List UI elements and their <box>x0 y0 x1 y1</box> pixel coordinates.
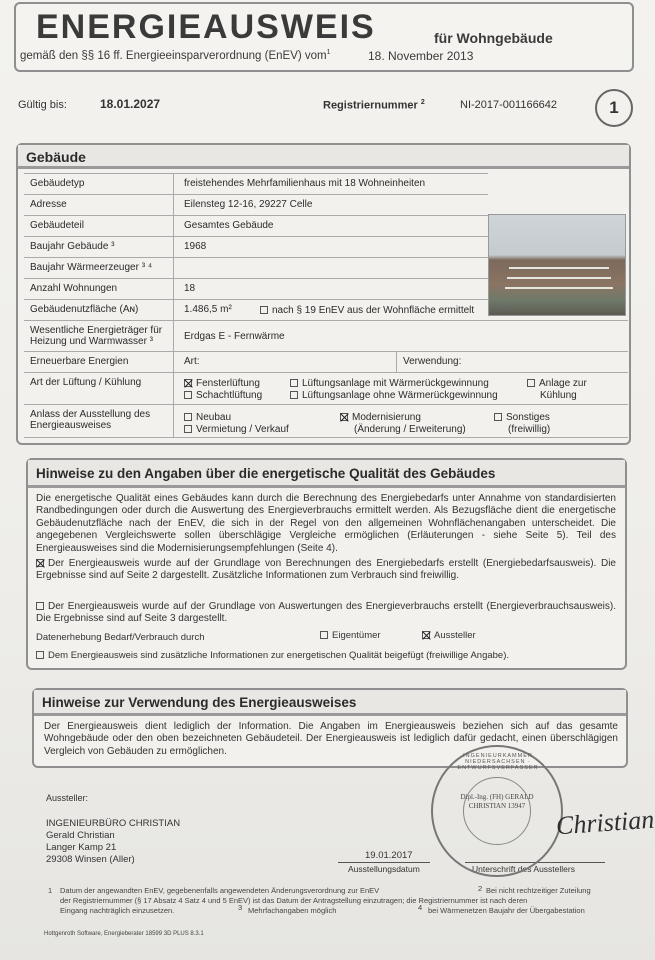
footnote-1-number: 1 <box>48 886 53 895</box>
law-date: 18. November 2013 <box>368 49 474 63</box>
erhebung-label: Datenerhebung Bedarf/Verbrauch durch <box>36 632 205 643</box>
hints-title: Hinweise zu den Angaben über die energetische Qualität des Gebäudes <box>28 460 625 488</box>
engineer-stamp <box>431 745 563 877</box>
table-row: Wesentliche Energieträger für Heizung und Warmwasser ³ Erdgas E - Fernwärme <box>24 320 628 351</box>
issuer-line-2: Gerald Christian <box>46 830 115 841</box>
checked-checkbox <box>184 379 192 387</box>
table-row: Art der Lüftung / Kühlung Fensterlüftung Schachtlüftung Lüftungsanlage mit Wärmerückgewinnung Lüftungsanlage ohne Wärmerückgewinnung Anlage zur Kühlung <box>24 372 628 404</box>
area-checkbox <box>260 306 268 314</box>
issuer-line-1: INGENIEURBÜRO CHRISTIAN <box>46 818 181 829</box>
usage-title: Hinweise zur Verwendung des Energieausweises <box>34 690 626 716</box>
page-number: 1 <box>595 89 633 127</box>
issuer-line-4: 29308 Winsen (Aller) <box>46 854 135 865</box>
date-line <box>338 862 430 863</box>
vent-option-ohne-wrg: Lüftungsanlage ohne Wärmerückgewinnung <box>290 390 498 401</box>
usage-text: Der Energieausweis dient lediglich der Information. Die Angaben im Energieausweis beziehen sich auf das gesamte Wohngebäude oder den oben bezeichneten Gebäudeteil. Der Energieausweis ist lediglich dafür gedacht, einen überschlägigen Vergleich von Gebäuden zu ermöglichen. <box>44 721 618 757</box>
vent-option-mit-wrg: Lüftungsanlage mit Wärmerückgewinnung <box>290 378 489 389</box>
building-photo <box>488 214 626 316</box>
table-row: Gebäudenutzfläche (Aɴ) 1.486,5 m² nach § 19 EnEV aus der Wohnfläche ermittelt <box>24 299 488 320</box>
checkbox <box>290 379 298 387</box>
signature-label: Unterschrift des Ausstellers <box>472 864 575 874</box>
reason-vermietung: Vermietung / Verkauf <box>184 424 289 435</box>
erhebung-eigentuemer: Eigentümer <box>320 630 381 641</box>
footnote-2-end: Eingang nachträglich einzusetzen. <box>60 906 175 915</box>
checkbox <box>184 413 192 421</box>
valid-label: Gültig bis: <box>18 99 67 111</box>
issue-date: 19.01.2017 <box>365 850 413 861</box>
table-row: Erneuerbare Energien Art: Verwendung: <box>24 351 628 372</box>
vent-option-fenster: Fensterlüftung <box>184 378 260 389</box>
table-row: Anlass der Ausstellung des Energieausweises Neubau Vermietung / Verkauf Modernisierung (Änderung / Erweiterung) Sonstiges (freiwillig) <box>24 404 628 438</box>
checkbox <box>494 413 502 421</box>
table-row: Gebäudeteil Gesamtes Gebäude <box>24 215 488 236</box>
footnote-4: bei Wärmenetzen Baujahr der Übergabestation <box>428 906 585 915</box>
building-section-title: Gebäude <box>18 145 629 169</box>
footnote-3-number: 3 <box>238 903 243 912</box>
area-option: nach § 19 EnEV aus der Wohnfläche ermittelt <box>260 305 474 316</box>
erhebung-aussteller: Aussteller <box>422 630 476 641</box>
law-reference: gemäß den §§ 16 ff. Energieeinsparverordnung (EnEV) vom$^1$ <box>20 49 331 62</box>
reg-label: Registriernummer $^2$ <box>323 99 425 112</box>
table-row: Anzahl Wohnungen 18 <box>24 278 488 299</box>
hints-option-verbrauch: Der Energieausweis wurde auf der Grundlage von Auswertungen des Energieverbrauchs erstellt (Energieverbrauchsausweis). Die Ergebnisse sind auf Seite 3 dargestellt. <box>36 601 616 625</box>
issuer-label: Aussteller: <box>46 793 89 803</box>
software-credit: Hottgenroth Software, Energieberater 18599 3D PLUS 8.3.1 <box>44 931 204 937</box>
zusatz-info: Dem Energieausweis sind zusätzliche Informationen zur energetischen Qualität beigefügt (freiwillige Angabe). <box>36 650 509 661</box>
checkbox <box>527 379 535 387</box>
checkbox <box>36 602 44 610</box>
stamp-ring-text: INGENIEURKAMMER NIEDERSACHSEN · ENTWURFSVERFASSER <box>457 753 539 771</box>
hints-intro: Die energetische Qualität eines Gebäudes kann durch die Berechnung des Energiebedarfs unter Annahme von standardisierten Randbedingungen oder durch die Auswertung des Energieverbrauchs ermittelt werden. Als Bezugsfläche dient die energetische Gebäudenutzfläche nach der EnEV, die sich in der Regel von den allgemeinen Wohnflächenangaben unterscheidet. Die angegebenen Vergleichswerte sollen überschlägige Vergleiche ermöglichen (Erläuterungen - siehe Seite 5). Teil des Energieausweises sind die Modernisierungsempfehlungen (Seite 4). <box>36 493 616 554</box>
footnote-3: Mehrfachangaben möglich <box>248 906 337 915</box>
checkbox <box>36 651 44 659</box>
table-row: Gebäudetyp freistehendes Mehrfamilienhaus mit 18 Wohneinheiten <box>24 173 488 194</box>
hints-option-bedarf: Der Energieausweis wurde auf der Grundlage von Berechnungen des Energiebedarfs erstellt (Energiebedarfsausweis). Die Ergebnisse sind auf Seite 2 dargestellt. Zusätzliche Informationen zum Verbrauch sind freiwillig. <box>36 558 616 582</box>
footnote-2-number: 2 <box>478 884 483 893</box>
document-subtitle: für Wohngebäude <box>434 30 553 46</box>
valid-value: 18.01.2027 <box>100 97 161 111</box>
table-row: Adresse Eilensteg 12-16, 29227 Celle <box>24 194 488 215</box>
footnote-2: Bei nicht rechtzeitiger Zuteilung <box>486 886 591 895</box>
document-title: ENERGIEAUSWEIS <box>36 8 376 46</box>
footnote-4-number: 4 <box>418 903 423 912</box>
vent-option-schacht: Schachtlüftung <box>184 390 262 401</box>
checkbox <box>184 425 192 433</box>
reason-neubau: Neubau <box>184 412 231 423</box>
checkbox <box>320 631 328 639</box>
footnote-2-text: der Registriernummer (§ 17 Absatz 4 Satz 4 und 5 EnEV) ist das Datum der Antragstellung einzutragen; die Registriernummer ist nach deren <box>60 896 528 905</box>
title-box <box>14 2 634 72</box>
issuer-line-3: Langer Kamp 21 <box>46 842 117 853</box>
reg-value: NI-2017-001166642 <box>460 99 558 111</box>
signature: Christian <box>555 804 655 841</box>
table-row: Baujahr Gebäude ³ 1968 <box>24 236 488 257</box>
checkbox <box>184 391 192 399</box>
vent-option-kuehlung: Anlage zur <box>527 378 587 389</box>
checked-checkbox <box>36 559 44 567</box>
footnote-1: Datum der angewandten EnEV, gegebenenfalls angewendeten Änderungsverordnung zur EnEV <box>60 886 380 895</box>
checked-checkbox <box>422 631 430 639</box>
checkbox <box>290 391 298 399</box>
reason-sonstiges: Sonstiges <box>494 412 550 423</box>
stamp-inner-ring <box>463 777 531 845</box>
checked-checkbox <box>340 413 348 421</box>
reason-modernisierung: Modernisierung <box>340 412 421 423</box>
table-row: Baujahr Wärmeerzeuger ³ ⁴ <box>24 257 488 278</box>
stamp-center: Dipl.-Ing. (FH) GERALD CHRISTIAN 13947 <box>460 793 534 810</box>
issue-date-label: Ausstellungsdatum <box>348 864 420 874</box>
